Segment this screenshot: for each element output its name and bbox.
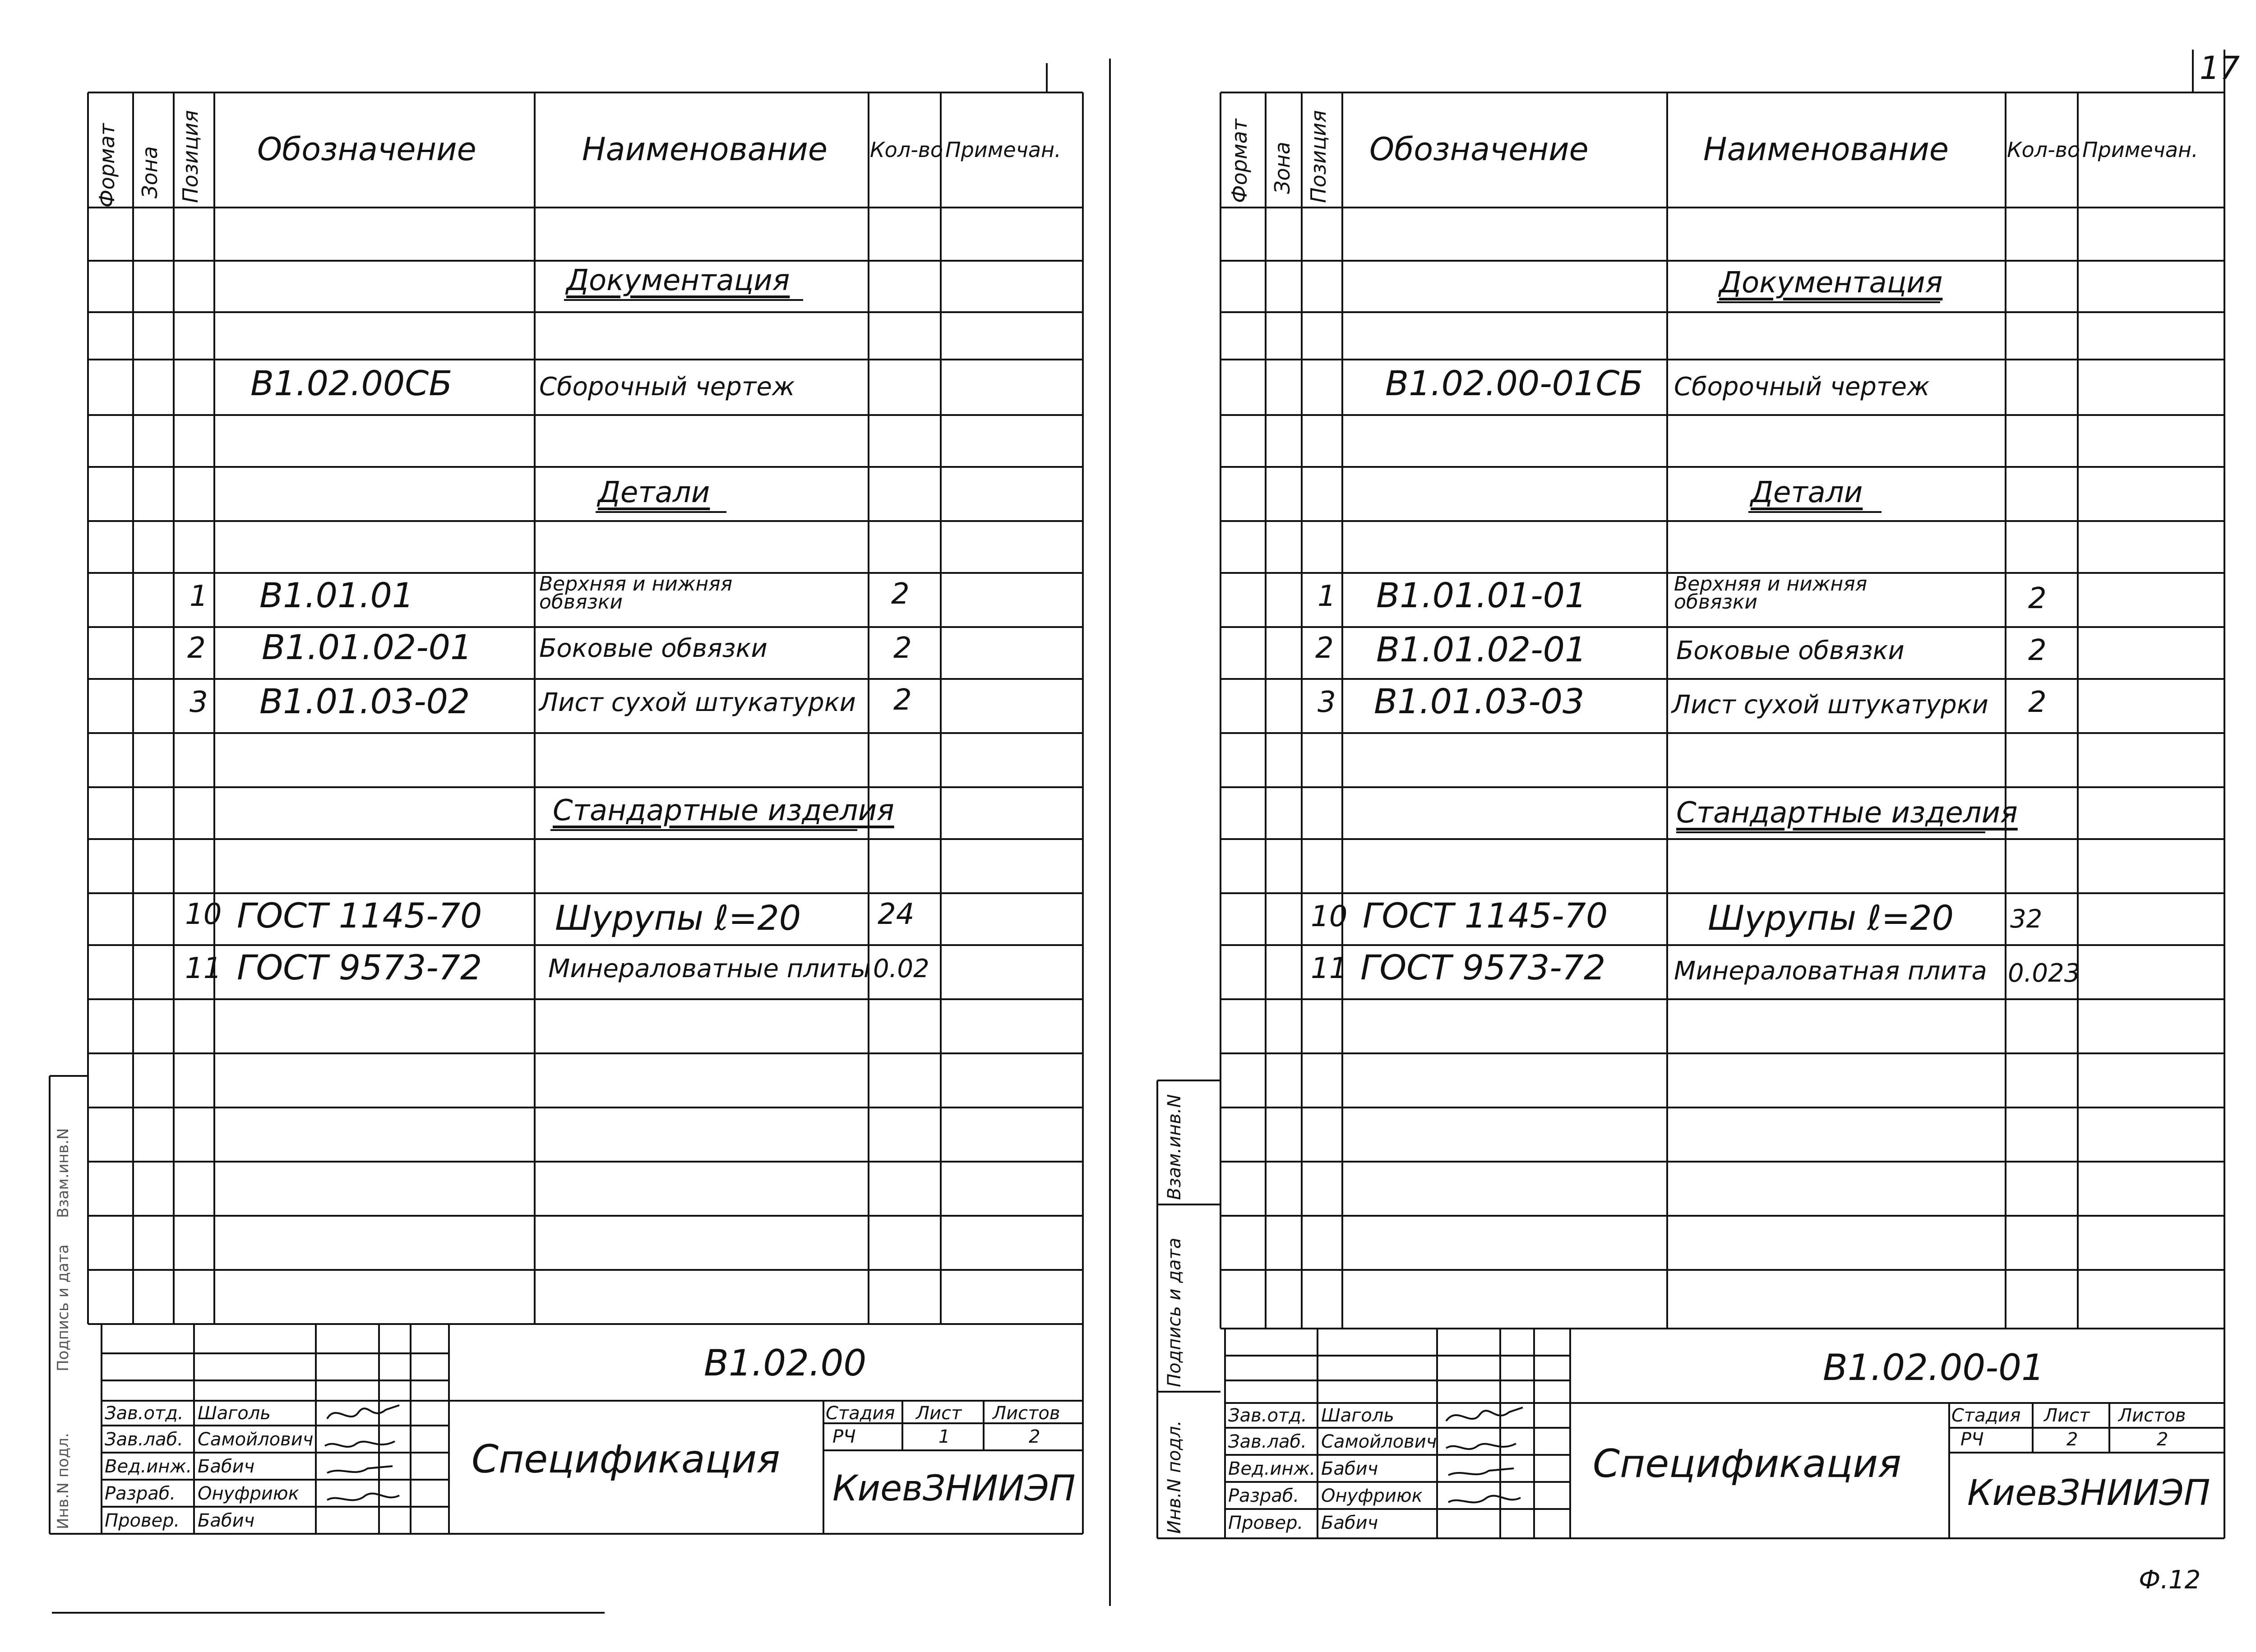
assembly-name: Сборочный чертеж <box>539 372 795 401</box>
footer-code: Ф.12 <box>2139 1565 2201 1595</box>
detail-name: Боковые обвязки <box>539 634 767 663</box>
role-label: Зав.лаб. <box>1228 1431 1307 1452</box>
detail-name: Лист сухой штукатурки <box>1672 690 1988 720</box>
doc-name: Спецификация <box>472 1437 780 1482</box>
standard-qty: 24 <box>878 898 915 931</box>
section-details: Детали <box>1751 476 1863 509</box>
section-details: Детали <box>598 476 710 509</box>
assembly-designation: В1.02.00СБ <box>250 363 453 403</box>
detail-pos: 1 <box>1318 580 1336 613</box>
detail-designation: В1.01.03-03 <box>1374 681 1585 721</box>
organization: КиевЗНИИЭП <box>1967 1473 2210 1514</box>
section-standard-items: Стандартные изделия <box>553 794 894 827</box>
organization: КиевЗНИИЭП <box>832 1468 1076 1509</box>
stage-label: Стадия <box>826 1403 895 1424</box>
detail-qty: 2 <box>893 683 912 717</box>
assembly-designation: В1.02.00-01СБ <box>1385 363 1643 403</box>
header-format: Формат <box>1227 119 1252 203</box>
person-name: Бабич <box>1321 1458 1378 1479</box>
sheets-value: 2 <box>2157 1429 2168 1450</box>
person-name: Шаголь <box>1321 1405 1394 1426</box>
detail-designation: В1.01.03-02 <box>259 681 470 721</box>
role-label: Зав.отд. <box>1228 1405 1307 1426</box>
detail-designation: В1.01.02-01 <box>1376 629 1587 669</box>
detail-name: Верхняя и нижняя обвязки <box>539 572 733 614</box>
detail-qty: 2 <box>2028 634 2047 667</box>
detail-qty: 2 <box>2028 686 2047 719</box>
sheet-value: 2 <box>2066 1429 2078 1450</box>
standard-pos: 10 <box>1311 900 1348 933</box>
sheet-number: 17 <box>2200 50 2240 87</box>
side-label: Инв.N подл. <box>54 1433 72 1529</box>
sheet-label: Лист <box>2044 1405 2090 1426</box>
role-label: Зав.отд. <box>105 1403 184 1424</box>
sheets-value: 2 <box>1029 1426 1040 1447</box>
header-name: Наименование <box>1703 131 1949 168</box>
header-qty: Кол-во <box>2007 138 2080 162</box>
detail-name: Верхняя и нижняя обвязки <box>1674 572 1868 614</box>
detail-qty: 2 <box>2028 582 2047 615</box>
person-name: Онуфриюк <box>198 1483 299 1504</box>
detail-pos: 2 <box>1315 632 1334 665</box>
standard-name: Шурупы ℓ=20 <box>1708 898 1954 938</box>
role-label: Разраб. <box>1228 1486 1299 1506</box>
role-label: Вед.инж. <box>1228 1458 1316 1479</box>
detail-name: Боковые обвязки <box>1676 636 1905 665</box>
detail-pos: 2 <box>187 632 206 665</box>
standard-designation: ГОСТ 9573-72 <box>1360 947 1606 988</box>
header-designation: Обозначение <box>257 131 476 168</box>
header-name: Наименование <box>582 131 828 168</box>
standard-qty: 0.023 <box>2008 959 2080 988</box>
header-note: Примечан. <box>2082 138 2198 162</box>
header-qty: Кол-во <box>870 138 943 162</box>
standard-designation: ГОСТ 1145-70 <box>1363 895 1608 936</box>
signature-image <box>1439 1401 1530 1536</box>
stage-value: РЧ <box>1960 1429 1984 1450</box>
detail-qty: 2 <box>891 577 910 611</box>
doc-name: Спецификация <box>1593 1441 1901 1486</box>
section-documentation: Документация <box>566 264 790 297</box>
detail-designation: В1.01.02-01 <box>262 627 472 667</box>
side-label: Подпись и дата <box>1164 1237 1185 1387</box>
role-label: Вед.инж. <box>105 1456 192 1477</box>
detail-designation: В1.01.01-01 <box>1376 575 1587 615</box>
doc-code: В1.02.00 <box>704 1342 867 1384</box>
standard-pos: 10 <box>185 898 222 931</box>
section-standard-items: Стандартные изделия <box>1676 796 2018 830</box>
standard-name: Минераловатная плита <box>1674 956 1987 986</box>
detail-pos: 1 <box>190 580 208 613</box>
standard-name: Минераловатные плиты <box>548 954 871 983</box>
header-position: Позиция <box>178 110 203 203</box>
header-zone: Зона <box>138 146 162 198</box>
standard-pos: 11 <box>185 952 222 985</box>
detail-pos: 3 <box>190 686 208 719</box>
standard-pos: 11 <box>1311 952 1348 985</box>
person-name: Бабич <box>1321 1513 1378 1533</box>
sheets-label: Листов <box>2118 1405 2186 1426</box>
stage-label: Стадия <box>1951 1405 2021 1426</box>
sheets-label: Листов <box>993 1403 1060 1424</box>
standard-qty: 0.02 <box>873 954 929 983</box>
side-label: Инв.N подл. <box>1164 1420 1185 1534</box>
person-name: Шаголь <box>198 1403 271 1424</box>
sheet-label: Лист <box>916 1403 962 1424</box>
side-label: Подпись и дата <box>54 1244 72 1371</box>
standard-designation: ГОСТ 9573-72 <box>237 947 482 988</box>
person-name: Бабич <box>198 1456 255 1477</box>
role-label: Провер. <box>105 1510 180 1531</box>
person-name: Самойлович <box>198 1429 314 1450</box>
role-label: Разраб. <box>105 1483 176 1504</box>
sheet-value: 1 <box>938 1426 950 1447</box>
standard-qty: 32 <box>2010 904 2043 934</box>
spec-sheet-right <box>1137 0 2256 1652</box>
role-label: Зав.лаб. <box>105 1429 183 1450</box>
detail-designation: В1.01.01 <box>259 575 414 615</box>
doc-code: В1.02.00-01 <box>1823 1347 2044 1389</box>
stage-value: РЧ <box>832 1426 856 1447</box>
detail-pos: 3 <box>1318 686 1336 719</box>
header-note: Примечан. <box>945 138 1061 162</box>
header-zone: Зона <box>1270 142 1294 194</box>
side-label: Взам.инв.N <box>1164 1094 1185 1200</box>
header-designation: Обозначение <box>1369 131 1589 168</box>
section-documentation: Документация <box>1719 266 1943 300</box>
person-name: Самойлович <box>1321 1431 1437 1452</box>
signature-image <box>318 1398 408 1534</box>
person-name: Онуфриюк <box>1321 1486 1423 1506</box>
detail-name: Лист сухой штукатурки <box>539 688 856 717</box>
header-position: Позиция <box>1306 110 1331 203</box>
header-format: Формат <box>95 123 119 208</box>
standard-designation: ГОСТ 1145-70 <box>237 895 482 936</box>
standard-name: Шурупы ℓ=20 <box>555 898 801 938</box>
role-label: Провер. <box>1228 1513 1304 1533</box>
assembly-name: Сборочный чертеж <box>1674 372 1930 401</box>
detail-qty: 2 <box>893 632 912 665</box>
person-name: Бабич <box>198 1510 255 1531</box>
side-label: Взам.инв.N <box>54 1128 72 1218</box>
